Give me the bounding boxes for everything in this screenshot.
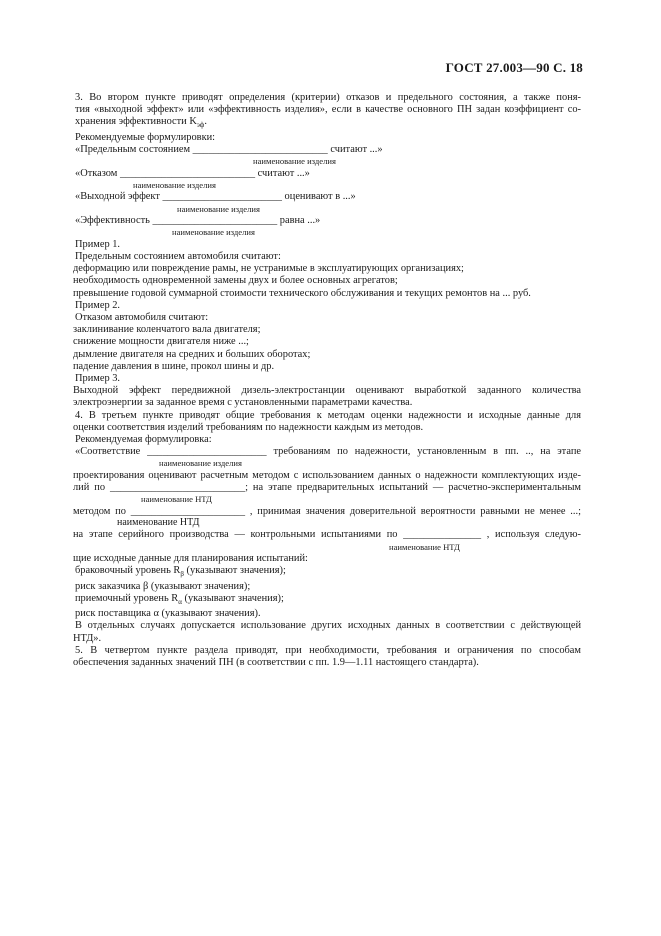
statement-line-11: В отдельных случаях допускается использование других исходных данных в соответствии с действующей bbox=[75, 620, 581, 632]
rejection-level: браковочный уровень $R_\beta$ (указывают значения); bbox=[75, 565, 286, 579]
document-body bbox=[75, 92, 581, 669]
caption-item-name: наименование изделия bbox=[253, 156, 336, 167]
statement-line-5: на этапе серийного производства — контрольными испытаниями по _______________ , используя следую- bbox=[73, 529, 581, 541]
paragraph-4-line-2: оценки соответствия изделий требованиям по надежности каждым из методов. bbox=[73, 421, 424, 433]
paragraph-4-line-1: 4. В третьем пункте приводят общие требования к методам оценки надежности и исходные данные для bbox=[75, 409, 581, 421]
example-3-line-1: Выходной эффект передвижной дизель-электростанции оценивают выработкой заданного количества bbox=[73, 385, 581, 397]
statement-line-12: НТД». bbox=[73, 632, 102, 644]
example-2-text: Отказом автомобиля считают: bbox=[75, 311, 209, 323]
example-2-heading: Пример 2. bbox=[75, 299, 121, 311]
acceptance-level: приемочный уровень $R_\alpha$ (указывают значения); bbox=[75, 592, 284, 606]
caption-item-name: наименование изделия bbox=[159, 458, 242, 469]
formulation-efficiency: «Эффективность ________________________ равна ...» bbox=[75, 215, 321, 226]
statement-line-3: лий по __________________________; на этапе предварительных испытаний — расчетно-экспериментальным bbox=[73, 482, 581, 494]
supplier-risk: риск поставщика α (указывают значения). bbox=[75, 608, 261, 620]
paragraph-5-line-1: 5. В четвертом пункте раздела приводят, при необходимости, требования и ограничения по способам bbox=[75, 644, 581, 656]
recommended-formulation-label: Рекомендуемая формулировка: bbox=[75, 433, 212, 445]
paragraph-5-line-2: обеспечения заданных значений ПН (в соответствии с пп. 1.9—1.11 настоящего стандарта). bbox=[73, 656, 479, 668]
caption-item-name: наименование изделия bbox=[172, 227, 255, 238]
recommended-formulations-label: Рекомендуемые формулировки: bbox=[75, 131, 216, 143]
example-2-item: снижение мощности двигателя ниже ...; bbox=[73, 336, 249, 348]
formulation-limit-state: «Предельным состоянием __________________________ считают ...» bbox=[75, 143, 383, 155]
example-1-text: Предельным состоянием автомобиля считают: bbox=[75, 250, 281, 262]
example-1-item: необходимость одновременной замены двух и более основных агрегатов; bbox=[73, 275, 398, 287]
caption-ntd-name: наименование НТД bbox=[117, 516, 200, 528]
paragraph-3-line-3: хранения эффективности $K_{эф}$. bbox=[75, 116, 207, 130]
formulation-failure: «Отказом __________________________ считают ...» bbox=[75, 167, 310, 179]
statement-line-4: методом по ______________________ , принимая значения доверительной вероятности равными не менее ...; bbox=[73, 505, 581, 517]
page-header: ГОСТ 27.003—90 С. 18 bbox=[445, 60, 583, 75]
paragraph-3-line-2: тия «выходной эффект» или «эффективность изделия», если в качестве основного ПН задан коэффициент со- bbox=[75, 104, 581, 116]
example-1-item: превышение годовой суммарной стоимости технического обслуживания и текущих ремонтов на ... руб. bbox=[73, 287, 531, 299]
caption-item-name: наименование изделия bbox=[177, 203, 260, 214]
statement-line-1: «Соответствие _______________________ требованиям по надежности, установленным в пп. .., на этапе bbox=[75, 446, 581, 458]
customer-risk: риск заказчика β (указывают значения); bbox=[75, 580, 251, 592]
caption-item-name: наименование изделия bbox=[133, 179, 216, 190]
formulation-output-effect: «Выходной эффект _______________________ оценивают в ...» bbox=[75, 191, 356, 203]
example-2-item: заклинивание коленчатого вала двигателя; bbox=[73, 324, 261, 336]
statement-line-2: проектирования оценивают расчетным методом с использованием данных о надежности комплектующих изде- bbox=[73, 469, 581, 481]
example-2-item: падение давления в шине, прокол шины и др. bbox=[73, 360, 275, 372]
statement-line-6: щие исходные данные для планирования испытаний: bbox=[73, 553, 308, 565]
paragraph-3-line-1: 3. Во втором пункте приводят определения (критерии) отказов и предельного состояния, а также поня- bbox=[75, 92, 581, 103]
example-1-item: деформацию или повреждение рамы, не устранимые в эксплуатирующих организациях; bbox=[73, 263, 464, 275]
example-1-heading: Пример 1. bbox=[75, 238, 121, 250]
example-3-heading: Пример 3. bbox=[75, 372, 121, 384]
caption-ntd-name: наименование НТД bbox=[389, 541, 460, 552]
example-2-item: дымление двигателя на средних и больших оборотах; bbox=[73, 348, 311, 360]
caption-ntd-name: наименование НТД bbox=[141, 494, 212, 505]
example-3-line-2: электроэнергии за заданное время с установленными параметрами качества. bbox=[73, 397, 413, 409]
